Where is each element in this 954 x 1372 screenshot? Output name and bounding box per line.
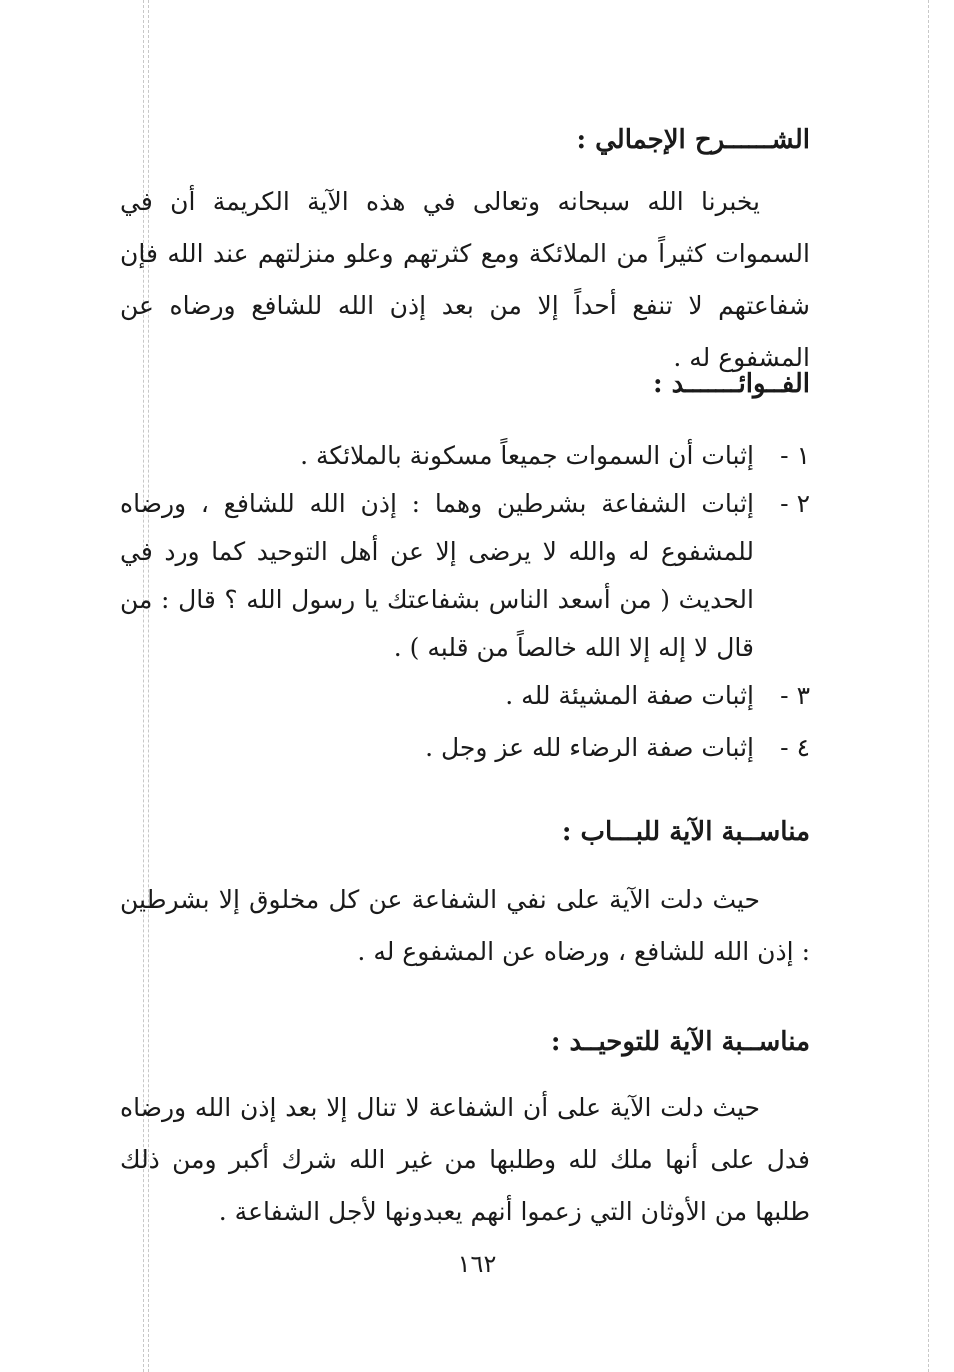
overview-heading: الشــــــرح الإجمالي : — [576, 125, 810, 155]
tawhid-relevance-text: حيث دلت الآية على أن الشفاعة لا تنال إلا بعد إذن الله ورضاه فدل على أنها ملك لله وطلبها من غير الله شرك أكبر ومن ذلك طلبها من الأوثان التي زعموا أنهم يعبدونها لأجل الشفاعة . — [120, 1093, 810, 1226]
page-number: ١٦٢ — [457, 1250, 497, 1278]
tawhid-relevance-heading: مناســبة الآية للتوحيــد : — [550, 1027, 810, 1057]
chapter-relevance-heading: مناســبة الآية للبـــاب : — [561, 817, 810, 847]
benefit-number: ١ - — [780, 441, 810, 470]
benefit-item — [120, 672, 810, 720]
benefit-item — [120, 480, 810, 672]
benefit-item — [120, 724, 810, 772]
scan-line — [928, 0, 929, 1372]
benefit-item — [120, 432, 810, 480]
benefit-number: ٣ - — [780, 681, 810, 710]
benefit-text: إثبات صفة الرضاء لله عز وجل . — [425, 733, 754, 762]
chapter-relevance-text: حيث دلت الآية على نفي الشفاعة عن كل مخلوق إلا بشرطين : إذن الله للشافع ، ورضاه عن المشفوع له . — [120, 885, 810, 966]
benefit-text: إثبات الشفاعة بشرطين وهما : إذن الله للشافع ، ورضاه للمشفوع له والله لا يرضى إلا عن أهل التوحيد كما ورد في الحديث ( من أسعد الناس بشفاعتك يا رسول الله ؟ قال : من قال لا إله إلا الله خالصاً من قلبه ) . — [120, 489, 754, 662]
benefit-text: إثبات أن السموات جميعاً مسكونة بالملائكة . — [300, 441, 754, 470]
overview-text: يخبرنا الله سبحانه وتعالى في هذه الآية الكريمة أن في السموات كثيراً من الملائكة ومع كثرتهم وعلو منزلتهم عند الله فإن شفاعتهم لا تنفع أحداً إلا من بعد إذن الله للشافع ورضاه عن المشفوع له . — [120, 187, 810, 372]
benefit-number: ٤ - — [780, 733, 810, 762]
benefit-number: ٢ - — [780, 489, 810, 518]
benefit-text: إثبات صفة المشيئة لله . — [505, 681, 754, 710]
benefits-heading: الفــوائـــــــد : — [652, 369, 810, 399]
